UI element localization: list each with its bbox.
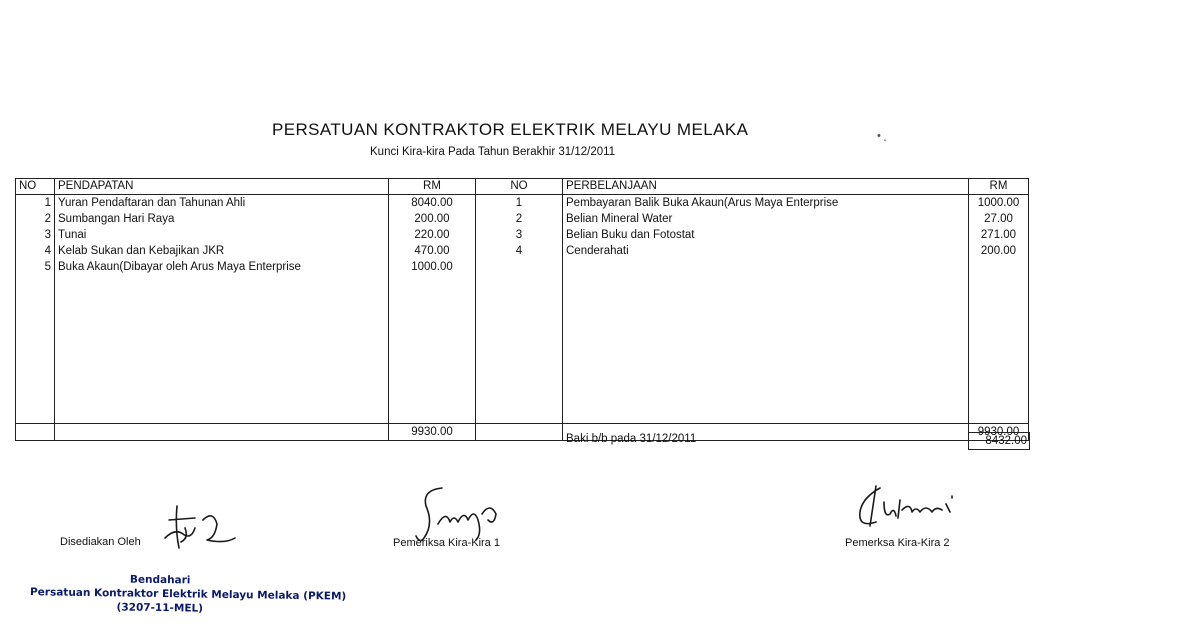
- signature-treasurer: [155, 498, 245, 558]
- col-perbelanjaan-header: PERBELANJAAN: [563, 179, 969, 195]
- row-perbelanjaan: [563, 259, 969, 275]
- row-perbelanjaan: Pembayaran Balik Buka Akaun(Arus Maya Enterprise: [563, 195, 969, 212]
- row-no: 4: [16, 243, 55, 259]
- row-rm: 8040.00: [389, 195, 476, 212]
- checker1-label: Pemeriksa Kira-Kira 1: [393, 537, 500, 549]
- row-no: 3: [16, 227, 55, 243]
- signature-checker2: [840, 482, 980, 542]
- col-no-header: NO: [16, 179, 55, 195]
- document-title: PERSATUAN KONTRAKTOR ELEKTRIK MELAYU MELAKA: [272, 120, 749, 139]
- row-pendapatan: Kelab Sukan dan Kebajikan JKR: [55, 243, 389, 259]
- balance-label: Baki b/b pada 31/12/2011: [566, 433, 697, 445]
- row-rm2: [969, 259, 1029, 275]
- treasurer-stamp: [29, 571, 347, 617]
- row-no2: 3: [476, 227, 563, 243]
- row-rm2: 200.00: [969, 243, 1029, 259]
- row-pendapatan: Buka Akaun(Dibayar oleh Arus Maya Enterprise: [55, 259, 389, 275]
- row-no: 1: [16, 195, 55, 212]
- col-pendapatan-header: PENDAPATAN: [55, 179, 389, 195]
- row-no: 5: [16, 259, 55, 275]
- row-pendapatan: Sumbangan Hari Raya: [55, 211, 389, 227]
- row-no2: 2: [476, 211, 563, 227]
- row-pendapatan: Yuran Pendaftaran dan Tahunan Ahli: [55, 195, 389, 212]
- total-pendapatan: 9930.00: [389, 424, 476, 441]
- row-rm: 470.00: [389, 243, 476, 259]
- col-no2-header: NO: [476, 179, 563, 195]
- row-perbelanjaan: Belian Mineral Water: [563, 211, 969, 227]
- row-no: 2: [16, 211, 55, 227]
- row-rm: 200.00: [389, 211, 476, 227]
- balance-value: 8432.00: [968, 432, 1030, 450]
- total-perbelanjaan: 9930.00: [969, 424, 1029, 441]
- scan-specks: • ˛: [877, 130, 888, 142]
- col-rm-header: RM: [389, 179, 476, 195]
- row-rm: 220.00: [389, 227, 476, 243]
- row-perbelanjaan: Belian Buku dan Fotostat: [563, 227, 969, 243]
- table-total-row: [16, 424, 1029, 441]
- row-pendapatan: Tunai: [55, 227, 389, 243]
- table-header-row: [16, 179, 1029, 195]
- row-rm2: 27.00: [969, 211, 1029, 227]
- table-blank-area: [16, 275, 1029, 424]
- row-rm2: 1000.00: [969, 195, 1029, 212]
- table-row: [16, 259, 1029, 275]
- row-rm2: 271.00: [969, 227, 1029, 243]
- row-rm: 1000.00: [389, 259, 476, 275]
- prepared-by-label: Disediakan Oleh: [60, 536, 141, 548]
- stamp-line-1: Bendahari: [129, 573, 191, 587]
- table-row: [16, 195, 1029, 212]
- row-perbelanjaan: Cenderahati: [563, 243, 969, 259]
- document-subtitle: Kunci Kira-kira Pada Tahun Berakhir 31/12/2011: [370, 146, 616, 158]
- row-no2: 4: [476, 243, 563, 259]
- stamp-line-3: (3207-11-MEL): [116, 601, 204, 615]
- col-rm2-header: RM: [969, 179, 1029, 195]
- balance-sheet-table: [15, 178, 1029, 441]
- row-no2: [476, 259, 563, 275]
- stamp-line-2: Persatuan Kontraktor Elektrik Melayu Melaka (PKEM): [29, 586, 347, 603]
- table-row: [16, 243, 1029, 259]
- checker2-label: Pemerksa Kira-Kira 2: [845, 537, 950, 549]
- signature-checker1: [412, 480, 522, 555]
- row-no2: 1: [476, 195, 563, 212]
- table-row: [16, 211, 1029, 227]
- table-row: [16, 227, 1029, 243]
